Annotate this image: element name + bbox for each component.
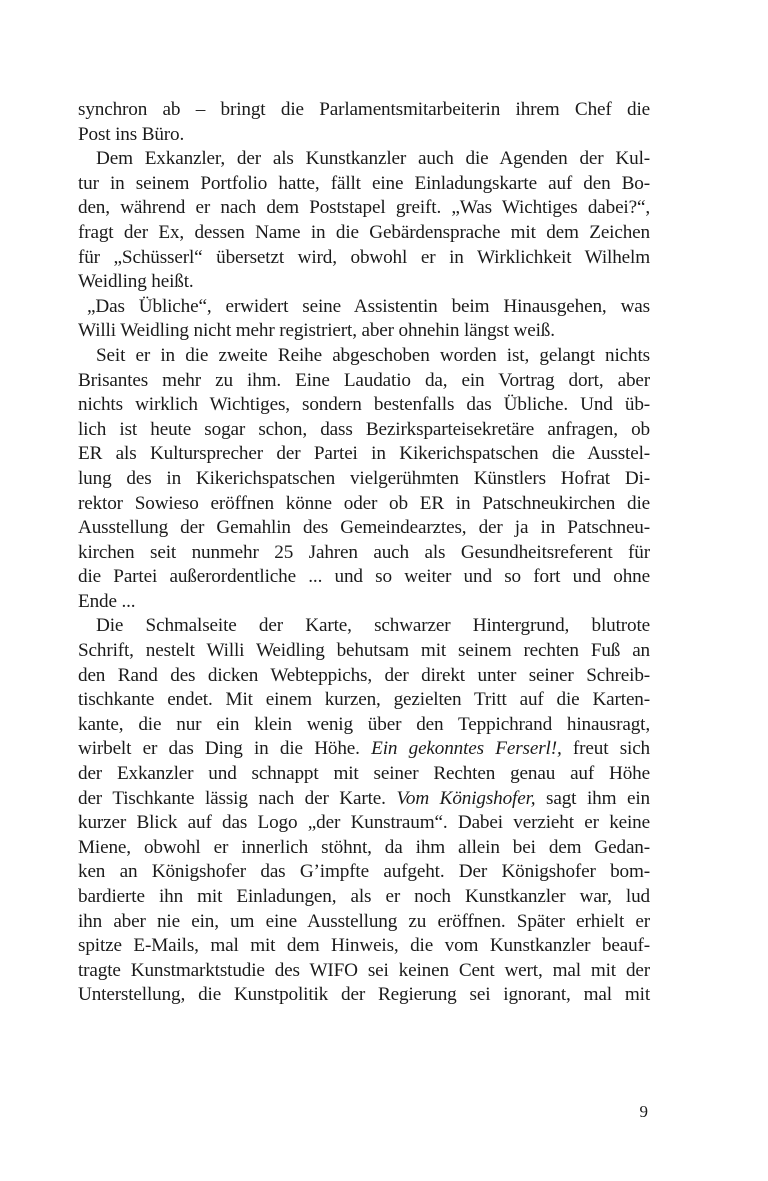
text-line: kurzer Blick auf das Logo „der Kunstraum“. Dabei verzieht er keine [78, 812, 650, 834]
text-line: tur in seinem Portfolio hatte, fällt eine Einladungskarte auf den Bo- [78, 172, 650, 194]
text-run: freut sich [561, 738, 651, 760]
text-line: ihn aber nie ein, um eine Ausstellung zu eröffnen. Später erhielt er [78, 910, 650, 932]
text-line: die Partei außerordentliche ... und so weiter und so fort und ohne [78, 566, 650, 588]
text-line: Ausstellung der Gemahlin des Gemeindearztes, der ja in Patschneu- [78, 517, 650, 539]
text-run: der Tischkante lässig nach der Karte. [78, 787, 397, 809]
text-line: ken an Königshofer das G’impfte aufgeht. Der Königshofer bom- [78, 861, 650, 883]
text-line: rektor Sowieso eröffnen könne oder ob ER in Patschneukirchen die [78, 492, 650, 514]
text-line: Die Schmalseite der Karte, schwarzer Hintergrund, blutrote [96, 615, 650, 637]
text-run: sagt ihm ein [535, 787, 650, 809]
text-line: bardierte ihn mit Einladungen, als er noch Kunstkanzler war, lud [78, 886, 650, 907]
text-line: Seit er in die zweite Reihe abgeschoben worden ist, gelangt nichts [96, 344, 650, 366]
text-line: tischkante endet. Mit einem kurzen, gezielten Tritt auf die Karten- [78, 689, 650, 711]
text-line: Ende ... [78, 590, 136, 612]
text-line: der Exkanzler und schnappt mit seiner Rechten genau auf Höhe [78, 763, 650, 785]
text-line [78, 787, 650, 812]
text-line: Post ins Büro. [78, 123, 185, 145]
text-line [78, 737, 650, 762]
text-line: ER als Kultursprecher der Partei in Kikerichspatschen die Ausstel- [78, 443, 650, 465]
page-number: 9 [639, 1102, 648, 1121]
text-line: spitze E-Mails, mal mit dem Hinweis, die vom Kunstkanzler beauf- [78, 935, 650, 957]
paragraph [78, 614, 650, 1008]
text-line: Miene, obwohl er innerlich stöhnt, da ihm allein bei dem Gedan- [78, 836, 650, 858]
text-line: „Das Übliche“, erwidert seine Assistentin beim Hinausgehen, was [87, 295, 650, 317]
italic-text: Vom Königshofer, [396, 787, 536, 809]
text-line: synchron ab – bringt die Parlamentsmitarbeiterin ihrem Chef die [78, 99, 650, 120]
paragraph [78, 295, 650, 344]
text-line: den, während er nach dem Poststapel greift. „Was Wichtiges dabei?“, [78, 197, 650, 219]
text-line: für „Schüsserl“ übersetzt wird, obwohl er in Wirklichkeit Wilhelm [78, 246, 650, 268]
text-line: nichts wirklich Wichtiges, sondern bestenfalls das Übliche. Und üb- [78, 394, 650, 416]
paragraph [78, 98, 650, 147]
text-line: lung des in Kikerichspatschen vielgerühmten Künstlers Hofrat Di- [78, 467, 650, 489]
text-line: fragt der Ex, dessen Name in die Gebärdensprache mit dem Zeichen [78, 221, 650, 243]
text-line: den Rand des dicken Webteppichs, der direkt unter seiner Schreib- [78, 664, 650, 686]
text-line: Dem Exkanzler, der als Kunstkanzler auch die Agenden der Kul- [96, 148, 650, 170]
text-line: Willi Weidling nicht mehr registriert, aber ohnehin längst weiß. [78, 320, 555, 342]
text-line: Schrift, nestelt Willi Weidling behutsam mit seinem rechten Fuß an [78, 640, 650, 662]
text-line: tragte Kunstmarktstudie des WIFO sei keinen Cent wert, mal mit der [78, 959, 650, 981]
text-line: kirchen seit nunmehr 25 Jahren auch als Gesundheitsreferent für [78, 541, 650, 563]
text-line: Unterstellung, die Kunstpolitik der Regierung sei ignorant, mal mit [78, 984, 650, 1006]
paragraph [78, 344, 650, 615]
text-line: Weidling heißt. [78, 271, 194, 293]
text-line: Brisantes mehr zu ihm. Eine Laudatio da, ein Vortrag dort, aber [78, 369, 650, 391]
text-run: wirbelt er das Ding in die Höhe. [78, 738, 372, 760]
text-line: kante, die nur ein klein wenig über den Teppichrand hinausragt, [78, 713, 650, 735]
text-line: lich ist heute sogar schon, dass Bezirksparteisekretäre anfragen, ob [78, 418, 650, 440]
book-page-text [78, 98, 650, 1008]
paragraph [78, 147, 650, 295]
italic-text: Ein gekonntes Ferserl!, [371, 738, 562, 760]
